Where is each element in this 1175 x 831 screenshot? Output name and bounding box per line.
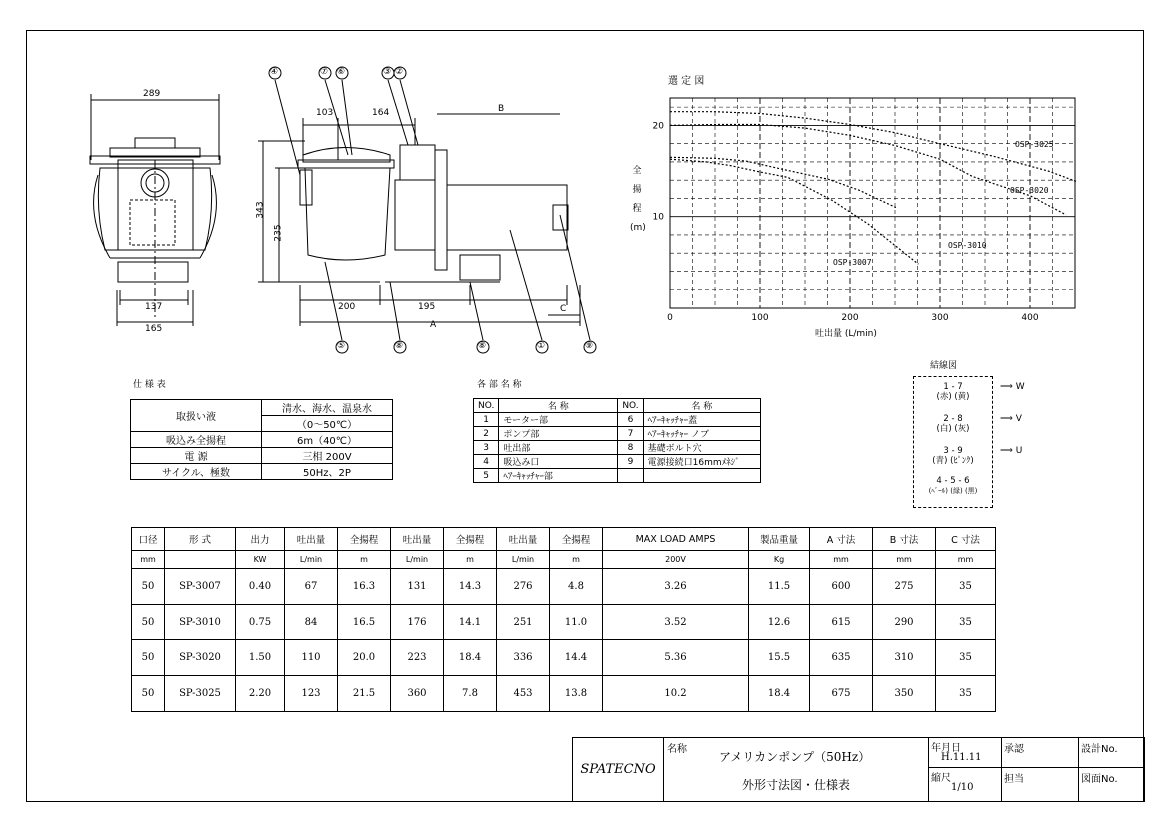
parts-row: 5 ﾍｱｰｷｬｯﾁｬｰ部 [474, 469, 761, 483]
y-tick-label: 10 [652, 212, 664, 223]
spec-value: 50Hz、2P [262, 464, 393, 480]
parts-row: 1 モーター部 6 ﾍｱｰｷｬｯﾁｬｰ蓋 [474, 413, 761, 427]
spec-value: （0～50℃） [262, 416, 393, 432]
x-tick-label: 200 [841, 313, 859, 323]
title-block [572, 737, 1145, 802]
balloon-label: ④ [270, 67, 279, 77]
selection-chart [640, 90, 1090, 335]
balloon-label: ⑧ [395, 341, 404, 351]
wiring-out-v: ⟹ V [1000, 414, 1022, 424]
x-tick-label: 300 [931, 313, 949, 323]
balloon-label: ① [537, 341, 546, 351]
wiring-out-u: ⟹ U [1000, 446, 1023, 456]
dim-200: 200 [338, 302, 356, 312]
design-no-label: 設計No. [1079, 738, 1145, 768]
series-label: OSP-3025 [1015, 140, 1054, 149]
balloon-label: ⑤ [337, 341, 346, 351]
balloon-label: ③ [383, 67, 392, 77]
y-tick-label: 20 [652, 121, 664, 132]
dim-164: 164 [372, 108, 390, 118]
company-name: SPATECNO [573, 738, 664, 802]
parts-header: NO. [618, 399, 643, 413]
wiring-title: 結線図 [930, 361, 958, 371]
dim-195: 195 [418, 302, 436, 312]
dim-137: 137 [145, 302, 163, 312]
series-label: OSP-3007 [833, 258, 872, 267]
spec-label: 電 源 [131, 448, 262, 464]
balloon-label: ⑥ [337, 67, 346, 77]
spec-label: 吸込み全揚程 [131, 432, 262, 448]
wiring-box: 1 - 7 (赤) (黄) 2 - 8 (白) (灰) 3 - 9 (青) (ﾋﾟﾝｸ) 4 - 5 - 6 (ﾍﾞｰﾙ) (緑) (黒) [913, 376, 993, 508]
series-label: OSP-3010 [948, 241, 987, 250]
spec-value: 清水、海水、温泉水 [262, 400, 393, 416]
model-table: 口径 形 式 出力 吐出量 全揚程 吐出量 全揚程 吐出量 全揚程 MAX LOAD AMPS 製品重量 A 寸法 B 寸法 C 寸法 mm KW L/min m L/min m L/min m 200V Kg mm mm mm 50 SP-3007 0.40 67 16.3 131 14.3 276 4.8 3.26 11.5 600 275 35 50 SP-3010 0.75 84 16.5 176 14.1 251 11.0 3.52 12.6 615 290 35 50 SP-3020 1.50 110 20.0 223 18.4 336 14.4 5.36 15.5 635 310 35 50 SP-3025 2.20 123 21.5 360 7.8 453 13.8 10.2 18.4 675 350 35 [131, 527, 996, 712]
parts-header: 名 称 [643, 399, 760, 413]
table-row: 50 SP-3025 2.20 123 21.5 360 7.8 453 13.8 10.2 18.4 675 350 35 [132, 676, 996, 712]
balloon-label: ⑦ [320, 67, 329, 77]
scale-value: 1/10 [951, 782, 974, 793]
dim-b: B [498, 104, 505, 114]
chart-title: 選 定 図 [668, 76, 705, 87]
parts-row: 2 ポンプ部 7 ﾍｱｰｷｬｯﾁｬｰ ノブ [474, 427, 761, 441]
drawing-no-label: 図面No. [1079, 768, 1145, 802]
dim-343: 343 [255, 201, 266, 219]
table-row: 50 SP-3020 1.50 110 20.0 223 18.4 336 14.4 5.36 15.5 635 310 35 [132, 640, 996, 676]
parts-header: NO. [474, 399, 499, 413]
x-tick-label: 400 [1021, 313, 1039, 323]
balloon-label: ⑨ [585, 341, 594, 351]
balloon-label: ⑧ [478, 341, 487, 351]
parts-header: 名 称 [499, 399, 618, 413]
spec-value: 6m（40℃） [262, 432, 393, 448]
table-row: 50 SP-3010 0.75 84 16.5 176 14.1 251 11.0 3.52 12.6 615 290 35 [132, 605, 996, 640]
date-label: 年月日 [931, 743, 961, 754]
balloon-label: ② [395, 67, 404, 77]
table-row: 50 SP-3007 0.40 67 16.3 131 14.3 276 4.8 3.26 11.5 600 275 35 [132, 569, 996, 605]
x-tick-label: 100 [751, 313, 769, 323]
series-label: OSP-3020 [1010, 186, 1049, 195]
chart-xlabel: 吐出量 (L/min) [815, 329, 877, 339]
series-line-osp-3007 [670, 159, 918, 264]
parts-row: 4 吸込み口 9 電源接続口16mmﾒﾈｼﾞ [474, 455, 761, 469]
dim-289: 289 [143, 89, 161, 99]
dim-103: 103 [316, 108, 334, 118]
wiring-out-w: ⟹ W [1000, 382, 1025, 392]
date-value: H.11.11 [941, 752, 982, 763]
spec-label: 取扱い液 [131, 400, 262, 432]
spec-table-title: 仕 様 表 [133, 380, 166, 390]
series-line-osp-3010 [670, 157, 896, 207]
parts-table [473, 398, 761, 483]
name-label: 名称 [667, 744, 687, 755]
chart-ylabel: 全 揚 程 (m) [630, 166, 646, 233]
spec-value: 三相 200V [262, 448, 393, 464]
spec-label: サイクル、極数 [131, 464, 262, 480]
dim-165: 165 [145, 324, 163, 334]
parts-table-title: 各 部 名 称 [477, 380, 522, 390]
dim-a: A [430, 320, 437, 330]
dim-235: 235 [273, 224, 284, 242]
charge-label: 担当 [1002, 768, 1079, 802]
dim-c: C [560, 304, 567, 314]
series-line-osp-3020 [670, 125, 1066, 215]
spec-table [130, 399, 393, 480]
pump-drawing [0, 0, 640, 360]
approve-label: 承認 [1002, 738, 1079, 768]
parts-row: 3 吐出部 8 基礎ボルト穴 [474, 441, 761, 455]
drawing-name: アメリカンポンプ（50Hz） [719, 750, 871, 764]
scale-label: 縮尺 [931, 773, 951, 784]
drawing-subtitle: 外形寸法図・仕様表 [664, 768, 929, 802]
x-tick-label: 0 [667, 313, 673, 323]
